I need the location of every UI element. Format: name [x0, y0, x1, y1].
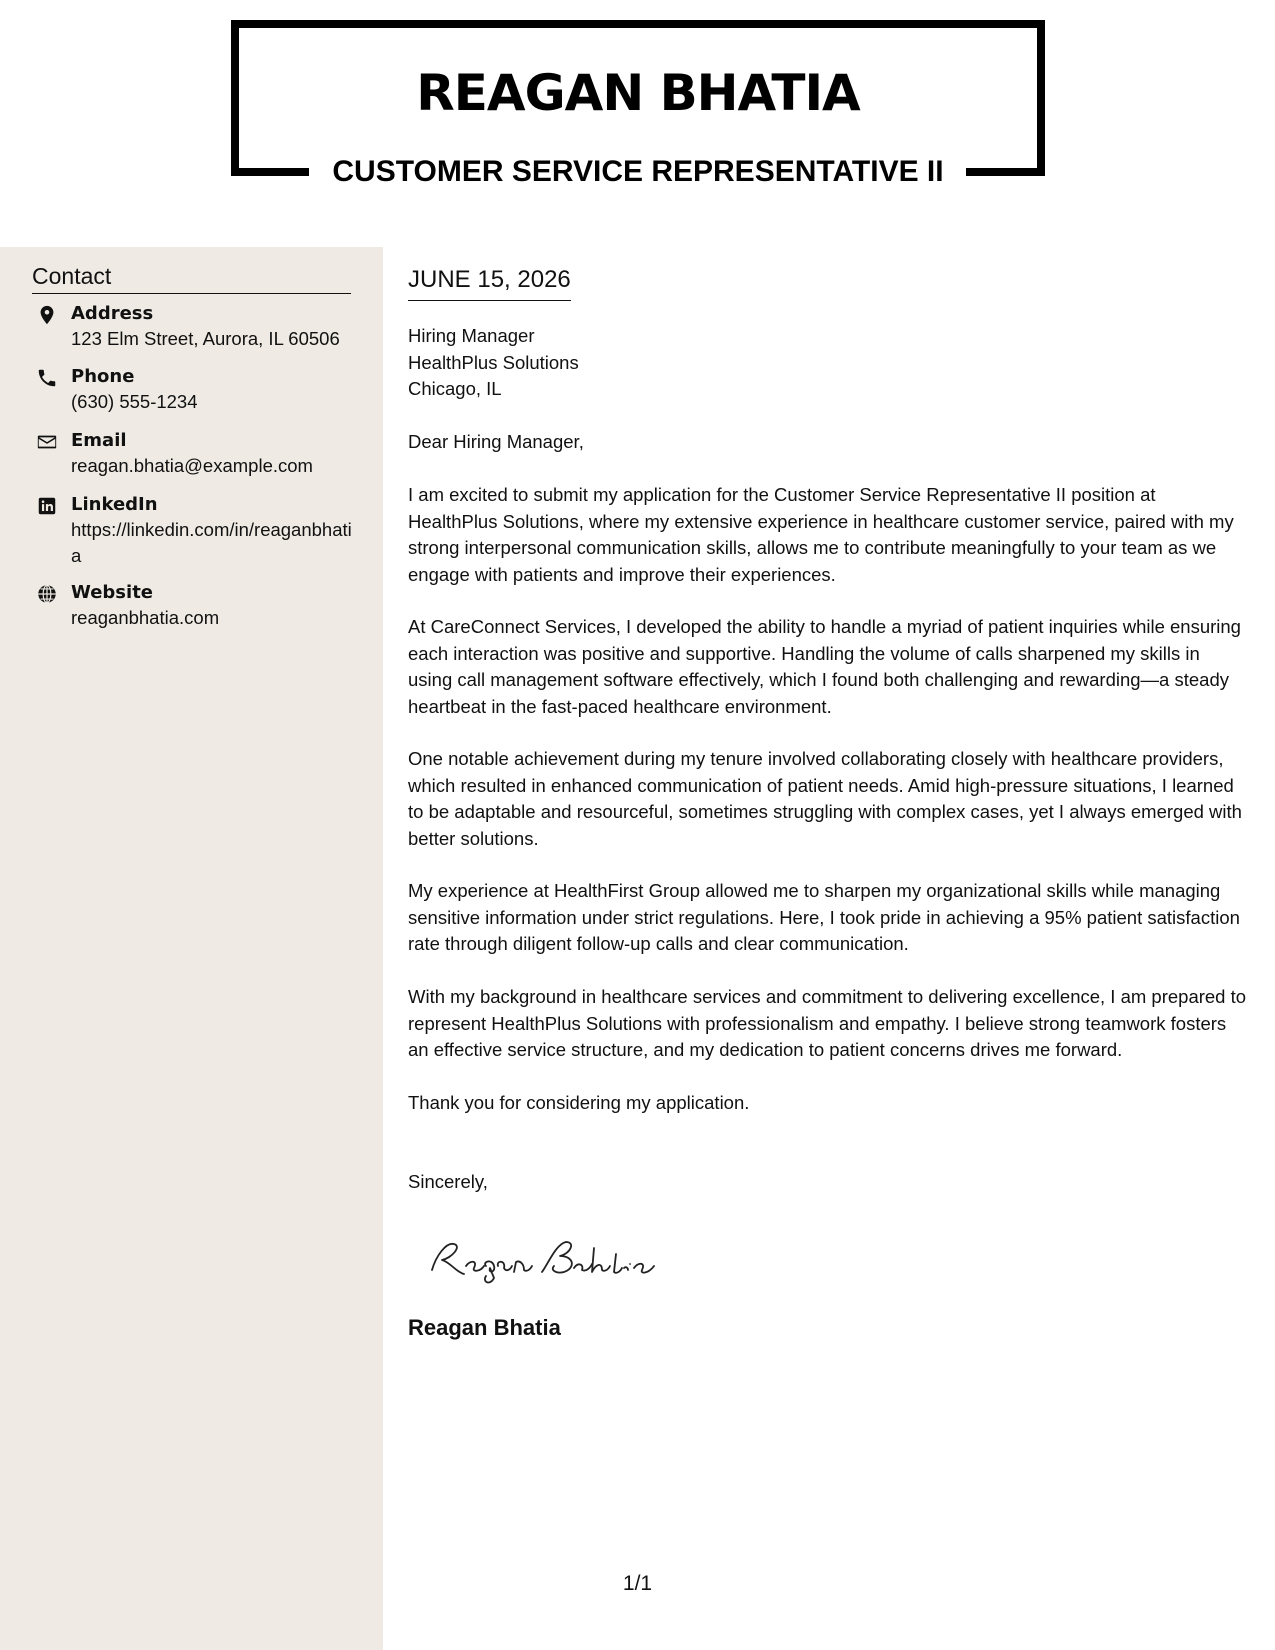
email-value: reagan.bhatia@example.com: [71, 455, 313, 476]
phone-label: Phone: [71, 366, 135, 387]
signer-name: Reagan Bhatia: [408, 1315, 561, 1340]
paragraph-3: One notable achievement during my tenure involved collaborating closely with healthcare providers, which resulted in enhanced communication of patient needs. Amid high-pressure situations, I learned to be adaptable and resourceful, sometimes struggling with complex cases, yet I always emerged with better solutions.: [408, 748, 1242, 849]
page-number: 1/1: [622, 1572, 653, 1595]
paragraph-5: With my background in healthcare services and commitment to delivering excellence, I am prepared to represent HealthPlus Solutions with professionalism and empathy. I believe strong teamwork fosters an effective service structure, and my dedication to patient concerns drives me forward.: [408, 986, 1247, 1060]
linkedin-label: LinkedIn: [71, 494, 158, 515]
linkedin-icon: [36, 495, 58, 517]
recipient-line: HealthPlus Solutions: [408, 351, 579, 373]
linkedin-value[interactable]: https://linkedin.com/in/reaganbhatia: [71, 519, 352, 566]
paragraph-4: My experience at HealthFirst Group allowed me to sharpen my organizational skills while managing sensitive information under strict regulations. Here, I took pride in achieving a 95% patient satisfaction rate through diligent follow-up calls and clear communication.: [408, 880, 1240, 954]
recipient-block: [408, 323, 1248, 403]
email-label: Email: [71, 430, 127, 451]
contact-heading: Contact: [32, 261, 351, 294]
website-label: Website: [71, 582, 154, 603]
address-value: 123 Elm Street, Aurora, IL 60506: [71, 328, 340, 349]
letter-date: JUNE 15, 2026: [408, 264, 571, 301]
phone-value: (630) 555-1234: [71, 391, 198, 412]
email-icon: [36, 431, 58, 453]
closing-thanks: Thank you for considering my application.: [408, 1092, 750, 1113]
salutation: Dear Hiring Manager,: [408, 431, 584, 452]
phone-icon: [36, 367, 58, 389]
map-pin-icon: [36, 304, 58, 326]
recipient-line: Chicago, IL: [408, 378, 502, 399]
globe-icon: [36, 583, 58, 605]
website-value[interactable]: reaganbhatia.com: [71, 607, 220, 628]
closing: Sincerely,: [408, 1171, 488, 1192]
handwritten-signature: [424, 1228, 684, 1288]
paragraph-2: At CareConnect Services, I developed the ability to handle a myriad of patient inquiries while ensuring each interaction was positive and supportive. Handling the volume of calls sharpened my skills in using call management software effectively, which I found both challenging and rewarding—a steady heartbeat in the fast-paced healthcare environment.: [408, 616, 1241, 717]
address-label: Address: [71, 303, 154, 324]
job-title: CUSTOMER SERVICE REPRESENTATIVE II: [332, 155, 944, 188]
recipient-line: Hiring Manager: [408, 325, 535, 346]
paragraph-1: I am excited to submit my application for the Customer Service Representative II position at HealthPlus Solutions, where my extensive experience in healthcare customer service, paired with my strong interpersonal communication skills, allows me to contribute meaningfully to your team as we engage with patients and improve their experiences.: [408, 484, 1234, 585]
applicant-name: REAGAN BHATIA: [416, 64, 860, 122]
